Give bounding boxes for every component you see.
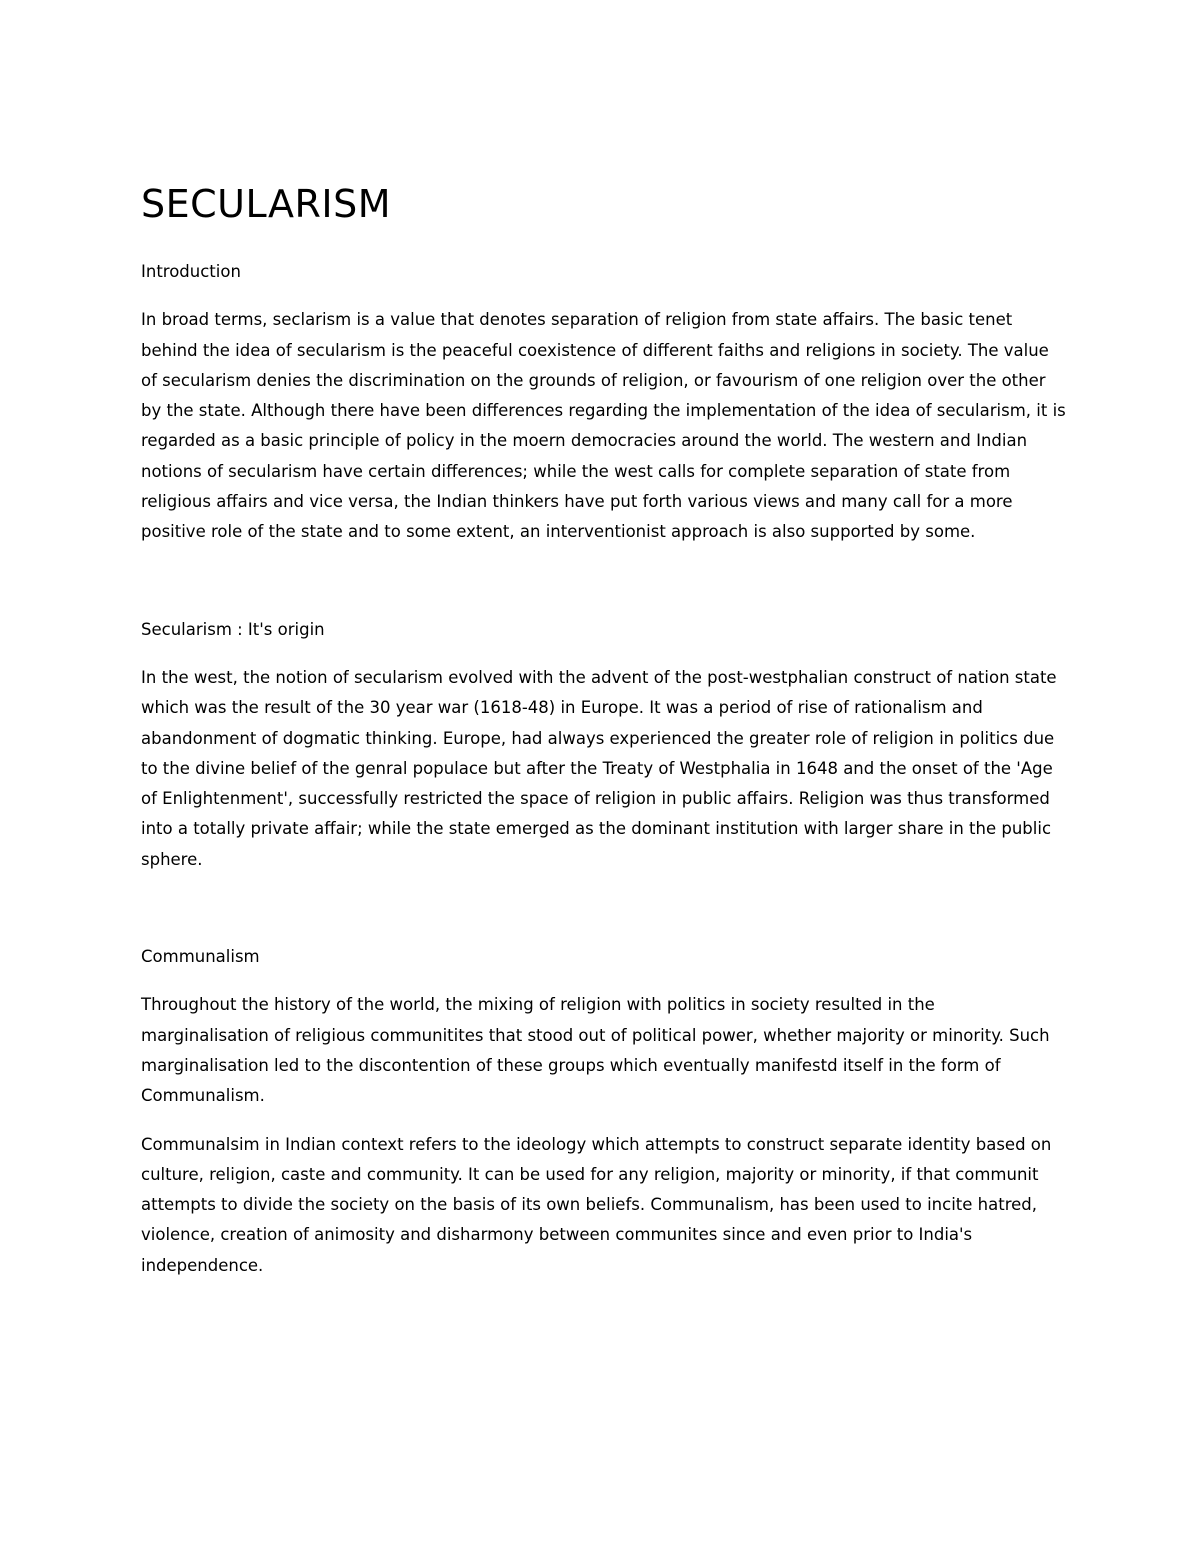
document-title: SECULARISM: [141, 182, 392, 226]
paragraph: In the west, the notion of secularism evolved with the advent of the post-westphalian construct of nation state which was the result of the 30 year war (1618-48) in Europe. It was a period of rise of rationalism and abandonment of dogmatic thinking. Europe, had always experienced the greater role of religion in politics due to the divine belief of the genral populace but after the Treaty of Westphalia in 1648 and the onset of the 'Age of Enlightenment', successfully restricted the space of religion in public affairs. Religion was thus transformed into a totally private affair; while the state emerged as the dominant institution with larger share in the public sphere.: [141, 667, 1057, 869]
paragraph: Communalsim in Indian context refers to the ideology which attempts to construct separate identity based on culture, religion, caste and community. It can be used for any religion, majority or minority, if that communit attempts to divide the society on the basis of its own beliefs. Communalism, has been used to incite hatred, violence, creation of animosity and disharmony between communites since and even prior to India's independence.: [141, 1134, 1052, 1275]
section-origin: [141, 615, 1066, 875]
section-communalism: [141, 942, 1066, 1281]
section-heading: Secularism : It's origin: [141, 619, 325, 639]
section-spacer: [141, 566, 1066, 615]
section-spacer: [141, 893, 1066, 942]
section-introduction: [141, 257, 1066, 548]
section-heading: Introduction: [141, 262, 241, 281]
document-body: [141, 180, 1066, 1299]
paragraph: Throughout the history of the world, the mixing of religion with politics in society resulted in the marginalisation of religious communitites that stood out of political power, whether majority or minority. Such marginalisation led to the discontention of these groups which eventually manifestd itself in the form of Communalism.: [141, 995, 1050, 1106]
section-heading: Communalism: [141, 947, 260, 967]
paragraph: In broad terms, seclarism is a value that denotes separation of religion from state affairs. The basic tenet behind the idea of secularism is the peaceful coexistence of different faiths and religions in society. The value of secularism denies the discrimination on the grounds of religion, or favourism of one religion over the other by the state. Although there have been differences regarding the implementation of the idea of secularism, it is regarded as a basic principle of policy in the moern democracies around the world. The western and Indian notions of secularism have certain differences; while the west calls for complete separation of state from religious affairs and vice versa, the Indian thinkers have put forth various views and many call for a more positive role of the state and to some extent, an interventionist approach is also supported by some.: [141, 310, 1066, 542]
